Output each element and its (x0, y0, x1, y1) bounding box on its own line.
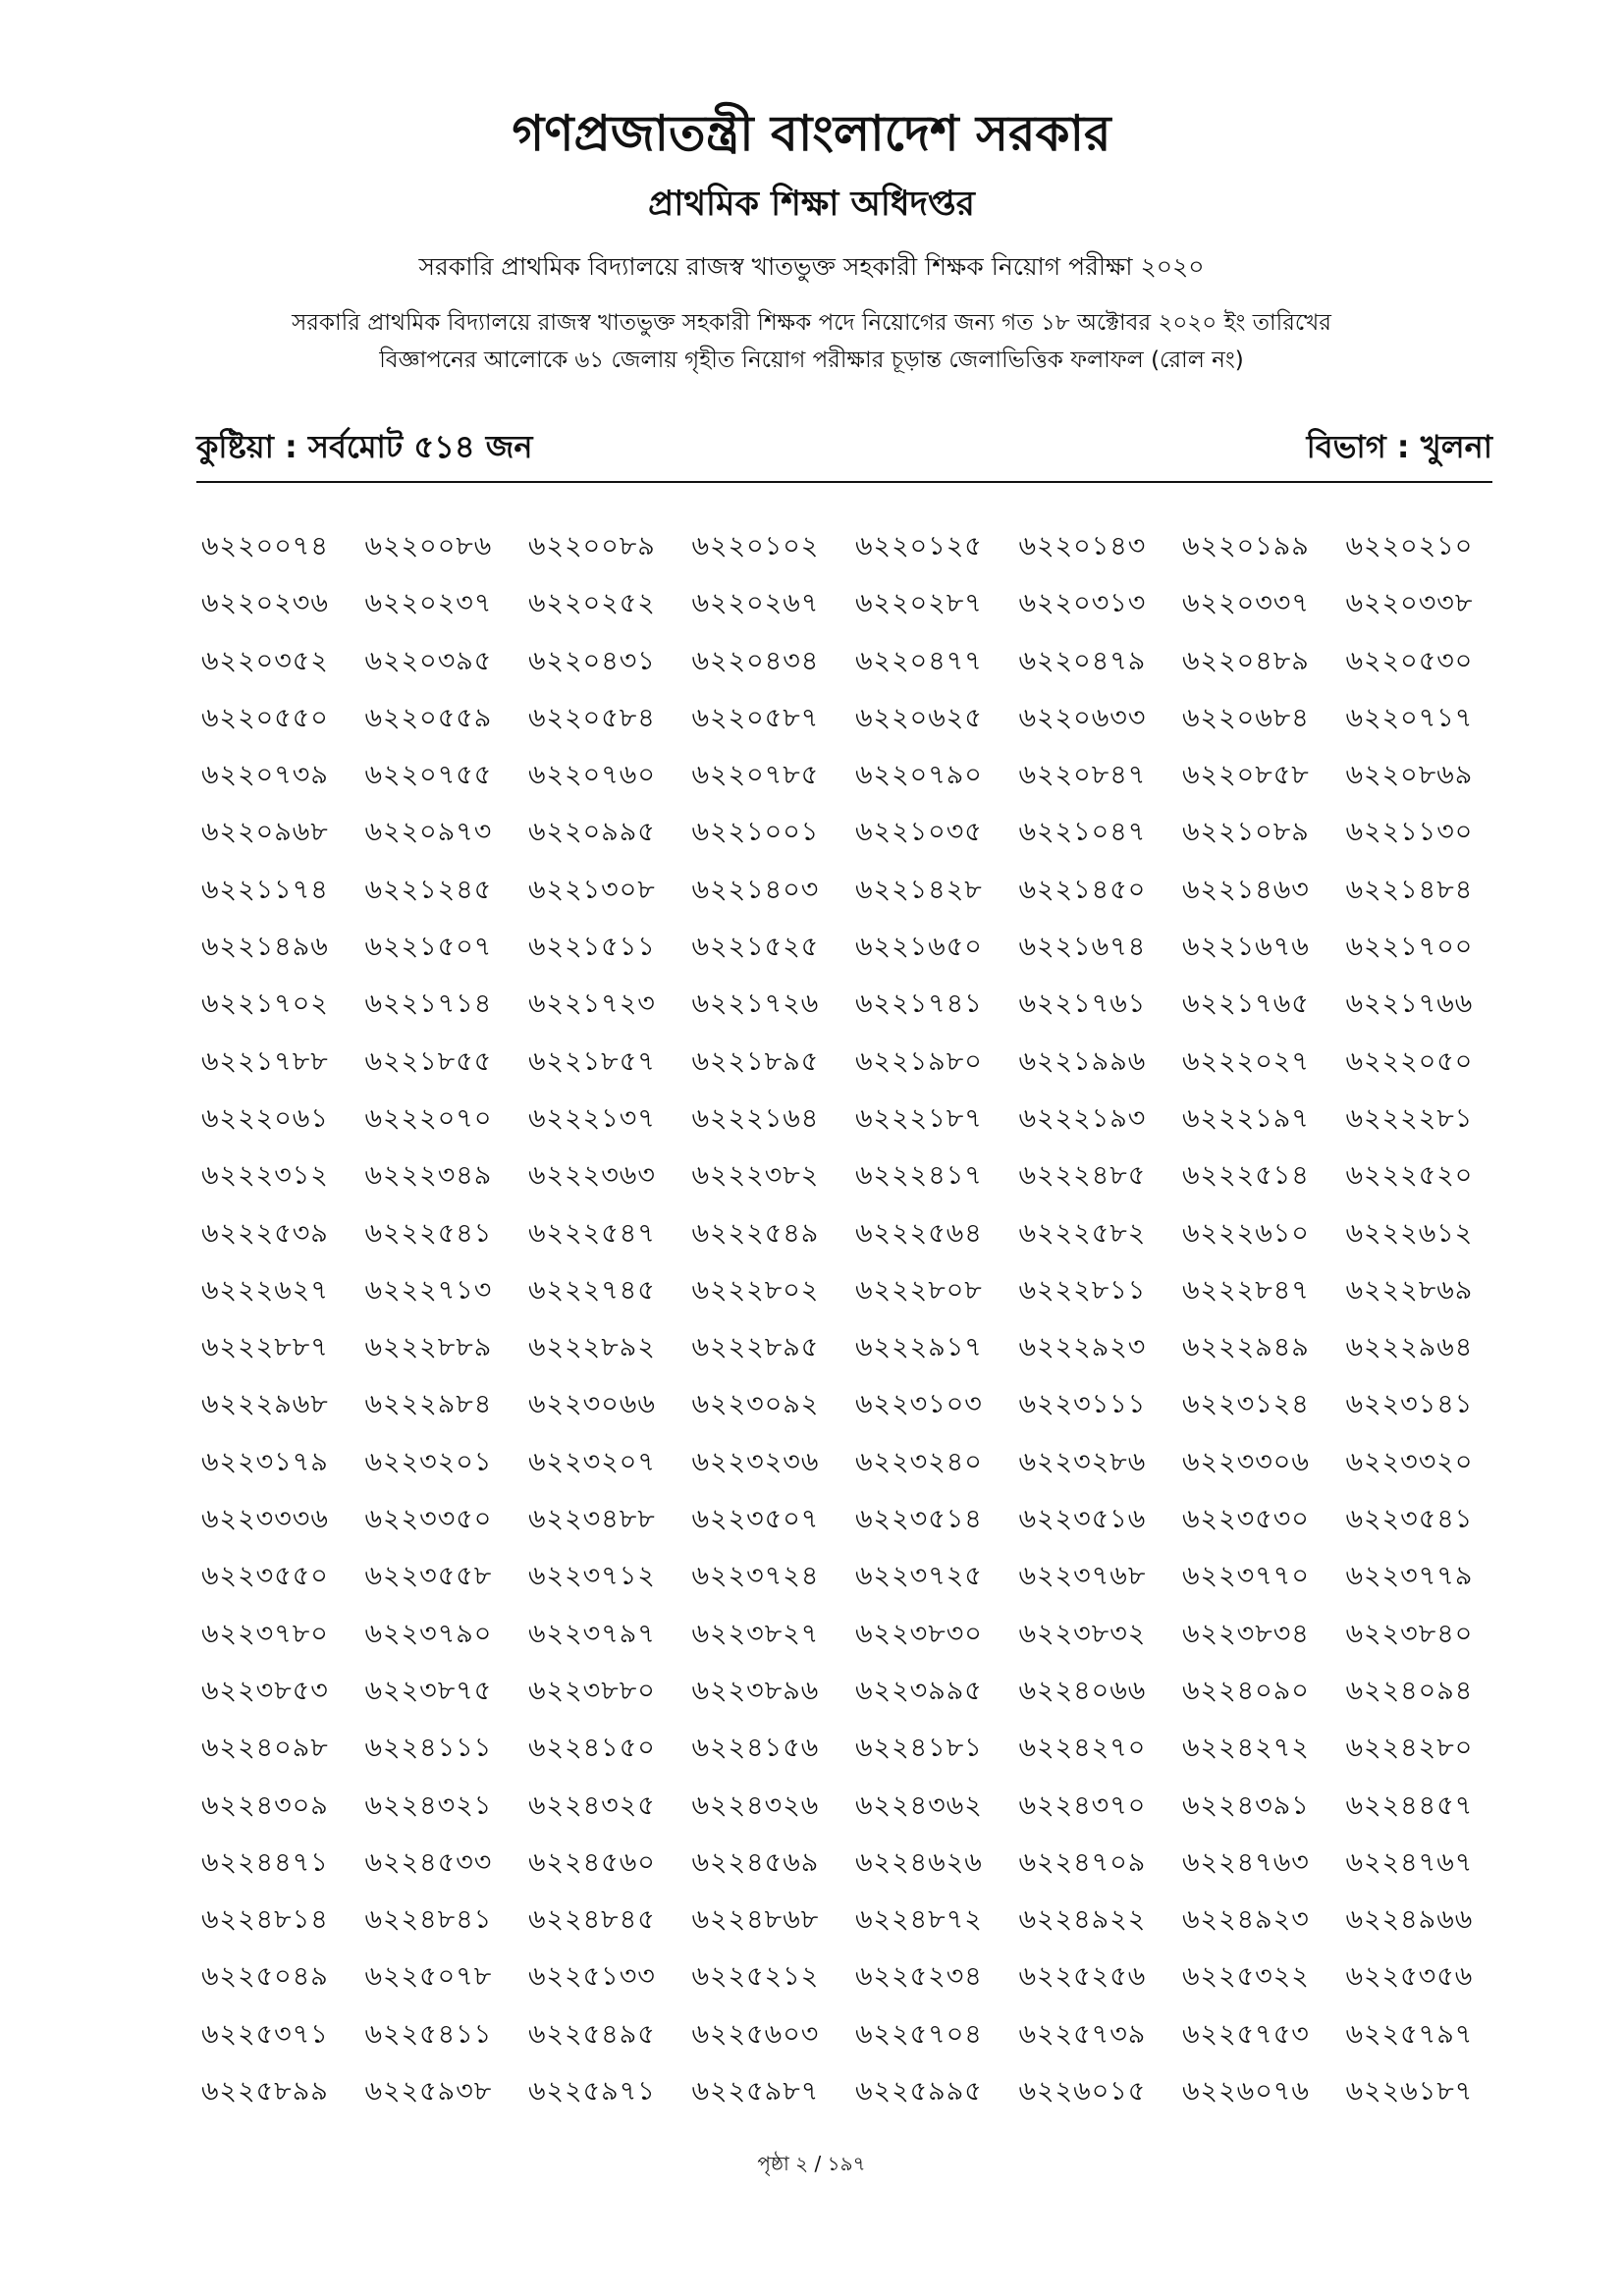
roll-number: ৬২২৫৪১১ (364, 2018, 493, 2050)
document-header (0, 98, 1623, 379)
roll-number: ৬২২২১৬৪ (691, 1102, 820, 1134)
roll-number: ৬২২২৫৩৯ (201, 1217, 329, 1249)
roll-number: ৬২২১৬৫০ (855, 932, 983, 963)
roll-number: ৬২২৪২৭০ (1018, 1733, 1147, 1764)
roll-number: ৬২২২১৯৩ (1018, 1102, 1147, 1134)
roll-number: ৬২২৫০৭৮ (364, 1961, 493, 1993)
roll-number: ৬২২৫২৫৬ (1018, 1961, 1147, 1993)
roll-number: ৬২২০৩৯৫ (364, 645, 493, 676)
roll-number: ৬২২৩৭২৫ (855, 1561, 983, 1592)
roll-number: ৬২২৩১১১ (1018, 1389, 1147, 1420)
roll-number: ৬২২২৮৯২ (528, 1332, 656, 1363)
roll-number: ৬২২৫৭৫৩ (1182, 2018, 1310, 2050)
roll-number: ৬২২৩৩০৬ (1182, 1446, 1310, 1477)
exam-title: সরকারি প্রাথমিক বিদ্যালয়ে রাজস্ব খাতভুক্ত সহকারী শিক্ষক নিয়োগ পরীক্ষা ২০২০ (418, 252, 1205, 281)
roll-number: ৬২২৩২৮৬ (1018, 1446, 1147, 1477)
roll-number: ৬২২৩৯৯৫ (855, 1675, 983, 1706)
roll-number: ৬২২২৪৮৫ (1018, 1160, 1147, 1192)
roll-number: ৬২২১৫০৭ (364, 932, 493, 963)
roll-number: ৬২২২৫২০ (1345, 1160, 1474, 1192)
roll-number: ৬২২১৭২৩ (528, 988, 656, 1020)
roll-number: ৬২২৩০৯২ (691, 1389, 820, 1420)
roll-number: ৬২২১৪০৩ (691, 874, 820, 905)
roll-number: ৬২২২৮০৮ (855, 1274, 983, 1306)
roll-number: ৬২২৫০৪৯ (201, 1961, 329, 1993)
roll-number: ৬২২৫৩৭১ (201, 2018, 329, 2050)
roll-number: ৬২২২৮০২ (691, 1274, 820, 1306)
roll-number: ৬২২৩৭৯০ (364, 1618, 493, 1649)
roll-number: ৬২২২৩৪৯ (364, 1160, 493, 1192)
roll-number: ৬২২১৫১১ (528, 932, 656, 963)
roll-number: ৬২২৪৮৭২ (855, 1904, 983, 1936)
roll-number: ৬২২২৫৮২ (1018, 1217, 1147, 1249)
department-title: প্রাথমিক শিক্ষা অধিদপ্তর (648, 185, 975, 224)
roll-number: ৬২২১৬৭৪ (1018, 932, 1147, 963)
roll-number: ৬২২০৮৪৭ (1018, 760, 1147, 791)
roll-number: ৬২২৪৪৫৭ (1345, 1789, 1474, 1821)
roll-number: ৬২২৪৫৩৩ (364, 1846, 493, 1878)
government-title: গণপ্রজাতন্ত্রী বাংলাদেশ সরকার (512, 105, 1111, 162)
roll-number: ৬২২৩৮৩২ (1018, 1618, 1147, 1649)
roll-number: ৬২২০৫৫০ (201, 702, 329, 733)
roll-number: ৬২২২৯১৭ (855, 1332, 983, 1363)
roll-number: ৬২২১৭৬১ (1018, 988, 1147, 1020)
roll-number: ৬২২২৯৪৯ (1182, 1332, 1310, 1363)
roll-number: ৬২২২০৭০ (364, 1102, 493, 1134)
roll-number: ৬২২২০৫০ (1345, 1045, 1474, 1077)
roll-number: ৬২২৩৮২৭ (691, 1618, 820, 1649)
roll-number: ৬২২৪৫৬৯ (691, 1846, 820, 1878)
roll-number: ৬২২২১৩৭ (528, 1102, 656, 1134)
roll-number: ৬২২০৩৫২ (201, 645, 329, 676)
roll-number: ৬২২২৮৬৯ (1345, 1274, 1474, 1306)
roll-number: ৬২২১৫২৫ (691, 932, 820, 963)
roll-number: ৬২২০৫৫৯ (364, 702, 493, 733)
roll-number: ৬২২৪৯৬৬ (1345, 1904, 1474, 1936)
roll-number: ৬২২৩৭৮০ (201, 1618, 329, 1649)
roll-number: ৬২২৩৮৮০ (528, 1675, 656, 1706)
summary-bar (196, 422, 1492, 483)
roll-number: ৬২২৪৮১৪ (201, 1904, 329, 1936)
roll-number: ৬২২২৮৯৫ (691, 1332, 820, 1363)
roll-number: ৬২২৩৫১৬ (1018, 1504, 1147, 1535)
roll-number: ৬২২০৮৬৯ (1345, 760, 1474, 791)
roll-number-grid (201, 527, 1507, 2129)
roll-number: ৬২২২৮১১ (1018, 1274, 1147, 1306)
roll-number: ৬২২৪৩৭০ (1018, 1789, 1147, 1821)
roll-number: ৬২২৩৮৪০ (1345, 1618, 1474, 1649)
roll-number: ৬২২৩১৪১ (1345, 1389, 1474, 1420)
roll-number: ৬২২০০৭৪ (201, 531, 329, 561)
roll-number: ৬২২৩৭৭০ (1182, 1561, 1310, 1592)
roll-number: ৬২২১৪২৮ (855, 874, 983, 905)
roll-number: ৬২২৪৩২৬ (691, 1789, 820, 1821)
roll-number: ৬২২২৩৬৩ (528, 1160, 656, 1192)
roll-number: ৬২২০৬৮৪ (1182, 702, 1310, 733)
roll-number: ৬২২২০৬১ (201, 1102, 329, 1134)
roll-number: ৬২২২৬১০ (1182, 1217, 1310, 1249)
roll-number: ৬২২৪০৬৬ (1018, 1675, 1147, 1706)
roll-number: ৬২২২৫৬৪ (855, 1217, 983, 1249)
roll-number: ৬২২৩১২৪ (1182, 1389, 1310, 1420)
roll-number: ৬২২৩৭৭৯ (1345, 1561, 1474, 1592)
roll-number: ৬২২৫৭৯৭ (1345, 2018, 1474, 2050)
roll-number: ৬২২৩৭৯৭ (528, 1618, 656, 1649)
roll-number: ৬২২১৭৮৮ (201, 1045, 329, 1077)
roll-number: ৬২২৪৩০৯ (201, 1789, 329, 1821)
roll-number: ৬২২২৯৮৪ (364, 1389, 493, 1420)
roll-number: ৬২২০৭৯০ (855, 760, 983, 791)
roll-number: ৬২২২৯২৩ (1018, 1332, 1147, 1363)
roll-number: ৬২২১০৩৫ (855, 817, 983, 848)
roll-number: ৬২২২৬২৭ (201, 1274, 329, 1306)
roll-number: ৬২২১৪৫০ (1018, 874, 1147, 905)
roll-number: ৬২২৩৫৩০ (1182, 1504, 1310, 1535)
roll-number: ৬২২১০৪৭ (1018, 817, 1147, 848)
roll-number: ৬২২৪৮৪৫ (528, 1904, 656, 1936)
roll-number: ৬২২৪৩২৫ (528, 1789, 656, 1821)
roll-number: ৬২২৪০৯০ (1182, 1675, 1310, 1706)
roll-number: ৬২২০৬২৫ (855, 702, 983, 733)
roll-number: ৬২২২৫৪৭ (528, 1217, 656, 1249)
roll-number: ৬২২১৭৬৫ (1182, 988, 1310, 1020)
roll-number: ৬২২০৫৩০ (1345, 645, 1474, 676)
roll-number: ৬২২২১৮৭ (855, 1102, 983, 1134)
roll-number: ৬২২৩২০৭ (528, 1446, 656, 1477)
roll-number: ৬২২০২৬৭ (691, 588, 820, 619)
roll-number: ৬২২৫৩২২ (1182, 1961, 1310, 1993)
roll-number: ৬২২৩৫৪১ (1345, 1504, 1474, 1535)
roll-number: ৬২২১৩০৮ (528, 874, 656, 905)
roll-number: ৬২২১৮৯৫ (691, 1045, 820, 1077)
roll-number: ৬২২৬০১৫ (1018, 2076, 1147, 2108)
roll-number: ৬২২৩১৭৯ (201, 1446, 329, 1477)
roll-number: ৬২২৩৮৭৫ (364, 1675, 493, 1706)
roll-number: ৬২২৬১৮৭ (1345, 2076, 1474, 2108)
roll-number: ৬২২৩২৩৬ (691, 1446, 820, 1477)
roll-number: ৬২২০৪৩৪ (691, 645, 820, 676)
roll-number: ৬২২০৪৩১ (528, 645, 656, 676)
roll-number: ৬২২৩৩৫০ (364, 1504, 493, 1535)
roll-number: ৬২২৩৫১৪ (855, 1504, 983, 1535)
roll-number: ৬২২২৮৮৯ (364, 1332, 493, 1363)
roll-number: ৬২২৩৪৮৮ (528, 1504, 656, 1535)
roll-number: ৬২২৫৬০৩ (691, 2018, 820, 2050)
roll-number: ৬২২৫২৩৪ (855, 1961, 983, 1993)
roll-number: ৬২২৩৮৯৬ (691, 1675, 820, 1706)
roll-number: ৬২২২৯৬৪ (1345, 1332, 1474, 1363)
roll-number: ৬২২৩৮৩০ (855, 1618, 983, 1649)
roll-number: ৬২২১৭১৪ (364, 988, 493, 1020)
roll-number: ৬২২৫৭৩৯ (1018, 2018, 1147, 2050)
roll-number: ৬২২৫৩৫৬ (1345, 1961, 1474, 1993)
roll-number: ৬২২২৩১২ (201, 1160, 329, 1192)
roll-number: ৬২২০২৩৬ (201, 588, 329, 619)
division-label: বিভাগ : খুলনা (1306, 428, 1492, 465)
roll-number: ৬২২৪৩৬২ (855, 1789, 983, 1821)
roll-number: ৬২২৫৭০৪ (855, 2018, 983, 2050)
roll-number: ৬২২১৯৯৬ (1018, 1045, 1147, 1077)
roll-number: ৬২২৪৩৯১ (1182, 1789, 1310, 1821)
roll-number: ৬২২০০৮৯ (528, 531, 656, 561)
roll-number: ৬২২৪৭৬৩ (1182, 1846, 1310, 1878)
roll-number: ৬২২২৫১৪ (1182, 1160, 1310, 1192)
roll-number: ৬২২৪১১১ (364, 1733, 493, 1764)
page-number: পৃষ্ঠা ২ / ১৯৭ (757, 2152, 866, 2175)
roll-number: ৬২২১৭০০ (1345, 932, 1474, 963)
roll-number: ৬২২১৭২৬ (691, 988, 820, 1020)
roll-number: ৬২২১০৮৯ (1182, 817, 1310, 848)
roll-number: ৬২২০৫৮৭ (691, 702, 820, 733)
roll-number: ৬২২২৯৬৮ (201, 1389, 329, 1420)
roll-number: ৬২২৪৭০৯ (1018, 1846, 1147, 1878)
roll-number: ৬২২৪১৫০ (528, 1733, 656, 1764)
roll-number: ৬২২১০০১ (691, 817, 820, 848)
roll-number: ৬২২০০৮৬ (364, 531, 493, 561)
roll-number: ৬২২০১০২ (691, 531, 820, 561)
roll-number: ৬২২৩০৬৬ (528, 1389, 656, 1420)
roll-number: ৬২২৪৭৬৭ (1345, 1846, 1474, 1878)
roll-number: ৬২২০২৮৭ (855, 588, 983, 619)
roll-number: ৬২২০১৪৩ (1018, 531, 1147, 561)
roll-number: ৬২২৩৮৫৩ (201, 1675, 329, 1706)
roll-number: ৬২২০৮৫৮ (1182, 760, 1310, 791)
roll-number: ৬২২০৯৬৮ (201, 817, 329, 848)
roll-number: ৬২২৪৯২৩ (1182, 1904, 1310, 1936)
roll-number: ৬২২৪২৭২ (1182, 1733, 1310, 1764)
roll-number: ৬২২৩৩৩৬ (201, 1504, 329, 1535)
roll-number: ৬২২১২৪৫ (364, 874, 493, 905)
roll-number: ৬২২৪১৮১ (855, 1733, 983, 1764)
roll-number: ৬২২৫৪৯৫ (528, 2018, 656, 2050)
roll-number: ৬২২১৪৮৪ (1345, 874, 1474, 905)
roll-number: ৬২২৪৫৬০ (528, 1846, 656, 1878)
roll-number: ৬২২৫২১২ (691, 1961, 820, 1993)
roll-number: ৬২২১১৩০ (1345, 817, 1474, 848)
roll-number: ৬২২২৮৪৭ (1182, 1274, 1310, 1306)
roll-number: ৬২২৪৮৬৮ (691, 1904, 820, 1936)
roll-number: ৬২২৫৯৮৭ (691, 2076, 820, 2108)
roll-number: ৬২২৩২০১ (364, 1446, 493, 1477)
roll-number: ৬২২১১৭৪ (201, 874, 329, 905)
roll-number: ৬২২০৪৭৯ (1018, 645, 1147, 676)
roll-number: ৬২২৫৯৯৫ (855, 2076, 983, 2108)
roll-number: ৬২২২৮৮৭ (201, 1332, 329, 1363)
roll-number: ৬২২০৭৫৫ (364, 760, 493, 791)
roll-number: ৬২২৩৫৫০ (201, 1561, 329, 1592)
roll-number: ৬২২০৩৩৭ (1182, 588, 1310, 619)
roll-number: ৬২২০২৩৭ (364, 588, 493, 619)
roll-number: ৬২২০৪৭৭ (855, 645, 983, 676)
roll-number: ৬২২৪২৮০ (1345, 1733, 1474, 1764)
roll-number: ৬২২৩৩২০ (1345, 1446, 1474, 1477)
roll-number: ৬২২২৬১২ (1345, 1217, 1474, 1249)
roll-number: ৬২২০৭৮৫ (691, 760, 820, 791)
roll-number: ৬২২৪৩২১ (364, 1789, 493, 1821)
roll-number: ৬২২০২৫২ (528, 588, 656, 619)
roll-number: ৬২২২১৯৭ (1182, 1102, 1310, 1134)
roll-number: ৬২২১৪৬৩ (1182, 874, 1310, 905)
roll-number: ৬২২৬০৭৬ (1182, 2076, 1310, 2108)
roll-number: ৬২২০৭১৭ (1345, 702, 1474, 733)
roll-number: ৬২২২৫৪১ (364, 1217, 493, 1249)
roll-number: ৬২২৩২৪০ (855, 1446, 983, 1477)
result-description (0, 304, 1623, 379)
roll-number: ৬২২৩৭১২ (528, 1561, 656, 1592)
roll-number: ৬২২০১২৫ (855, 531, 983, 561)
roll-number: ৬২২২৪১৭ (855, 1160, 983, 1192)
roll-number: ৬২২২৭৪৫ (528, 1274, 656, 1306)
roll-number: ৬২২০৫৮৪ (528, 702, 656, 733)
roll-number: ৬২২৩৭২৪ (691, 1561, 820, 1592)
district-total: কুষ্টিয়া : সর্বমোট ৫১৪ জন (196, 428, 533, 465)
roll-number: ৬২২২৭১৩ (364, 1274, 493, 1306)
roll-number: ৬২২০৩১৩ (1018, 588, 1147, 619)
roll-number: ৬২২৪১৫৬ (691, 1733, 820, 1764)
roll-number: ৬২২৩৭৬৮ (1018, 1561, 1147, 1592)
roll-number: ৬২২৪০৯৪ (1345, 1675, 1474, 1706)
roll-number: ৬২২৪৯২২ (1018, 1904, 1147, 1936)
roll-number: ৬২২০৯৯৫ (528, 817, 656, 848)
roll-number: ৬২২০৭৬০ (528, 760, 656, 791)
roll-number: ৬২২৫১৩৩ (528, 1961, 656, 1993)
description-line-1: সরকারি প্রাথমিক বিদ্যালয়ে রাজস্ব খাতভুক্ত সহকারী শিক্ষক পদে নিয়োগের জন্য গত ১৮ অক্টোবর ২০২০ ইং তারিখের (292, 310, 1331, 336)
description-line-2: বিজ্ঞাপনের আলোকে ৬১ জেলায় গৃহীত নিয়োগ পরীক্ষার চূড়ান্ত জেলাভিত্তিক ফলাফল (রোল নং) (379, 347, 1244, 373)
roll-number: ৬২২৪৮৪১ (364, 1904, 493, 1936)
roll-number: ৬২২৩১০৩ (855, 1389, 983, 1420)
roll-number: ৬২২০২১০ (1345, 531, 1474, 561)
roll-number: ৬২২৩৫০৭ (691, 1504, 820, 1535)
roll-number: ৬২২৪৬২৬ (855, 1846, 983, 1878)
roll-number: ৬২২১৮৫৭ (528, 1045, 656, 1077)
roll-number: ৬২২১৭৬৬ (1345, 988, 1474, 1020)
roll-number: ৬২২৩৫৫৮ (364, 1561, 493, 1592)
roll-number: ৬২২২০২৭ (1182, 1045, 1310, 1077)
roll-number: ৬২২৫৯৩৮ (364, 2076, 493, 2108)
roll-number: ৬২২০১৯৯ (1182, 531, 1310, 561)
roll-number: ৬২২৪০৯৮ (201, 1733, 329, 1764)
roll-number: ৬২২২২৮১ (1345, 1102, 1474, 1134)
roll-number: ৬২২০৯৭৩ (364, 817, 493, 848)
roll-number: ৬২২২৩৮২ (691, 1160, 820, 1192)
roll-number: ৬২২৫৮৯৯ (201, 2076, 329, 2108)
roll-number: ৬২২১৯৮০ (855, 1045, 983, 1077)
roll-number: ৬২২১৮৫৫ (364, 1045, 493, 1077)
roll-number: ৬২২১৪৯৬ (201, 932, 329, 963)
roll-number: ৬২২০৪৮৯ (1182, 645, 1310, 676)
roll-number: ৬২২১৬৭৬ (1182, 932, 1310, 963)
roll-number: ৬২২১৭০২ (201, 988, 329, 1020)
roll-number: ৬২২৪৪৭১ (201, 1846, 329, 1878)
roll-number: ৬২২১৭৪১ (855, 988, 983, 1020)
roll-number: ৬২২০৩৩৮ (1345, 588, 1474, 619)
roll-number: ৬২২৩৮৩৪ (1182, 1618, 1310, 1649)
roll-number: ৬২২০৬৩৩ (1018, 702, 1147, 733)
roll-number: ৬২২২৫৪৯ (691, 1217, 820, 1249)
roll-number: ৬২২৫৯৭১ (528, 2076, 656, 2108)
roll-number: ৬২২০৭৩৯ (201, 760, 329, 791)
